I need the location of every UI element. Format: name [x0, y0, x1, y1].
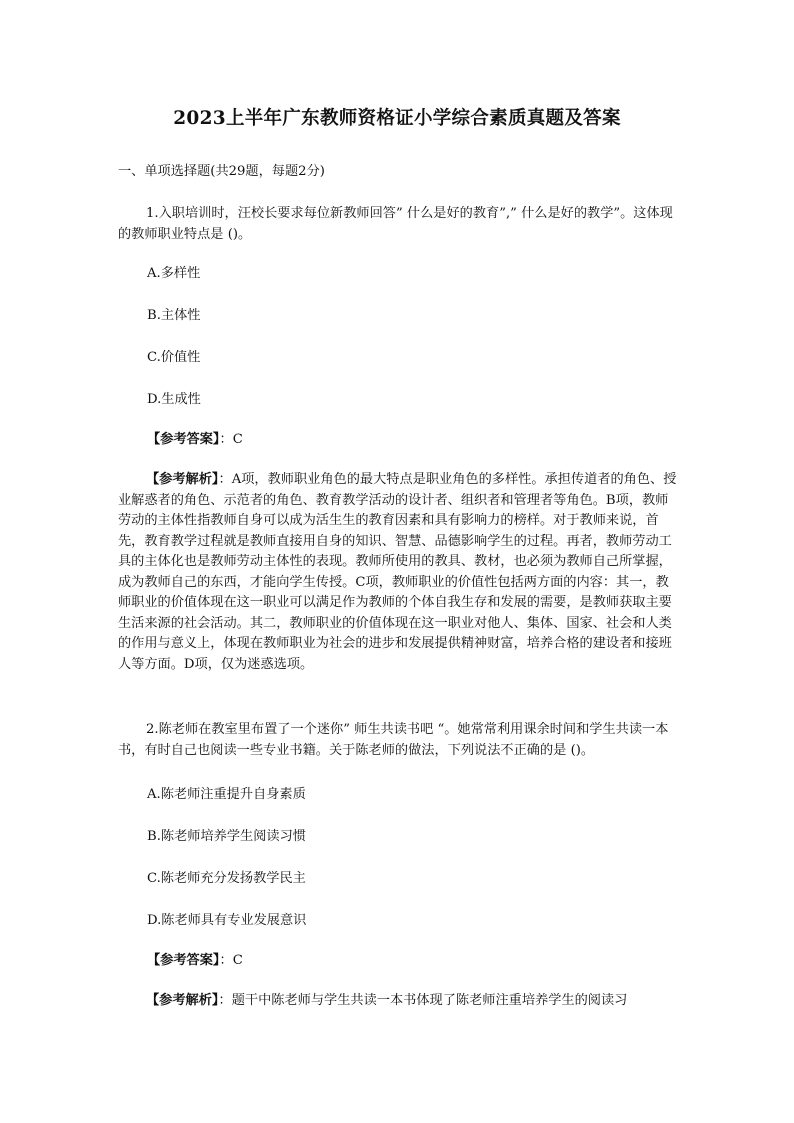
question-1-answer [147, 430, 707, 451]
explanation-text: ：题干中陈老师与学生共读一本书体现了陈老师注重培养学生的阅读习 [218, 993, 628, 1008]
answer-value: ：C [219, 953, 243, 968]
question-2-stem: 2.陈老师在教室里布置了一个迷你” 师生共读书吧 “。她常常利用课余时间和学生共读一本书，有时自己也阅读一些专业书籍。关于陈老师的做法，下列说法不正确的是 ()。 [118, 722, 669, 758]
page-title: 2023上半年广东教师资格证小学综合素质真题及答案 [173, 108, 621, 129]
question-1-option-d: D.生成性 [147, 392, 201, 407]
question-2-option-d: D.陈老师具有专业发展意识 [147, 913, 307, 928]
question-1-option-c: C.价值性 [147, 350, 201, 365]
section-heading: 一、单项选择题(共29题，每题2分) [118, 164, 325, 179]
question-1-option-a: A.多样性 [147, 266, 201, 281]
question-1-option-b: B.主体性 [147, 308, 201, 323]
explanation-label: 【参考解析】 [146, 993, 219, 1008]
explanation-text: ：A项，教师职业角色的最大特点是职业角色的多样性。承担传道者的角色、授业解惑者的角色、示范者的角色、教育教学活动的设计者、组织者和管理者等角色。B项，教师劳动的主体性指教师自身可以成为活生生的教育因素和具有影响力的榜样。对于教师来说，首先，教育教学过程就是教师直接用自身的知识、智慧、品德影响学生的过程。再者，教师劳动工具的主体化也是教师劳动主体性的表现。教师所使用的教具、教材，也必须为教师自己所掌握，成为教师自己的东西，才能向学生传授。C项，教师职业的价值性包括两方面的内容：其一，教师职业的价值体现在这一职业可以满足作为教师的个体自我生存和发展的需要，是教师获取主要生活来源的社会活动。其二，教师职业的价值体现在这一职业对他人、集体、国家、社会和人类的作用与意义上，体现在教师职业为社会的进步和发展提供精神财富，培养合格的建设者和接班人等方面。D项，仅为迷惑选项。 [118, 472, 677, 672]
question-1-explanation [118, 470, 678, 675]
answer-value: ：C [219, 432, 243, 447]
question-2-option-b: B.陈老师培养学生阅读习惯 [147, 829, 306, 844]
question-2-answer [147, 951, 707, 972]
explanation-label: 【参考解析】 [146, 472, 219, 487]
question-2-explanation [118, 991, 678, 1012]
answer-label: 【参考答案】 [147, 432, 220, 447]
question-2-option-c: C.陈老师充分发扬教学民主 [147, 871, 306, 886]
question-2-option-a: A.陈老师注重提升自身素质 [147, 787, 306, 802]
question-1-stem: 1.入职培训时，汪校长要求每位新教师回答” 什么是好的教育”,” 什么是好的教学”。这体现的教师职业特点是 ()。 [118, 206, 673, 242]
answer-label: 【参考答案】 [147, 953, 220, 968]
